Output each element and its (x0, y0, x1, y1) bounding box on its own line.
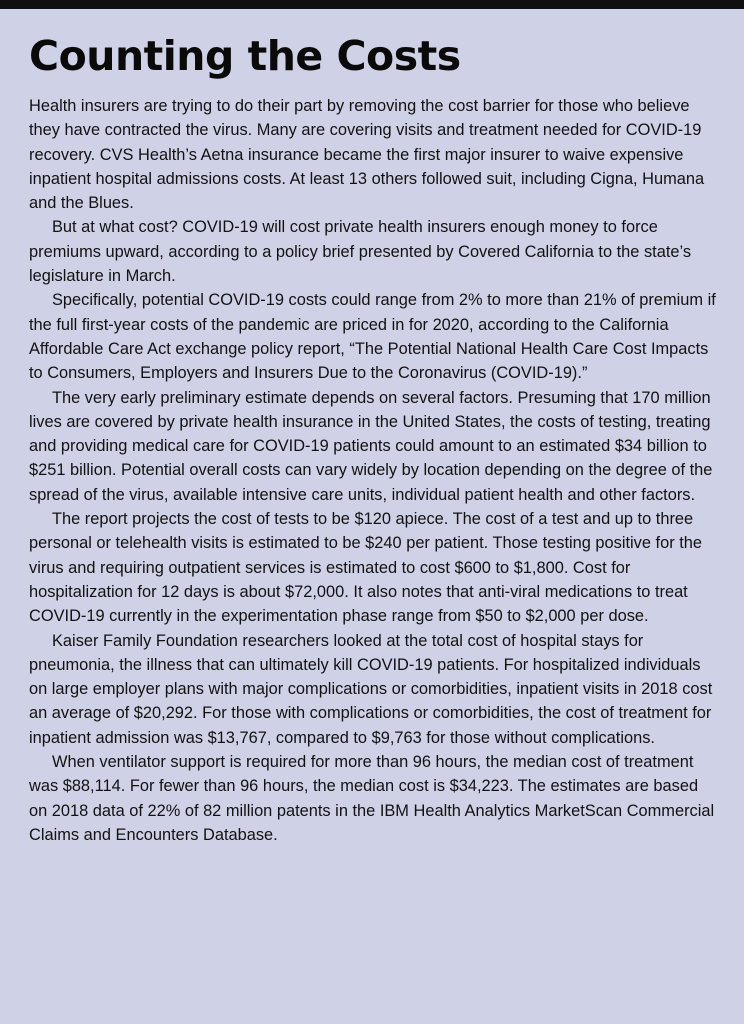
article-title: Counting the Costs (29, 32, 461, 80)
article-paragraph: But at what cost? COVID-19 will cost private health insurers enough money to force premiums upward, according to a policy brief presented by Covered California to the state’s legislature in March. (29, 218, 692, 286)
article-paragraph: The report projects the cost of tests to be $120 apiece. The cost of a test and up to three personal or telehealth visits is estimated to be $240 per patient. Those testing positive for the virus and requiring outpatient services is estimated to cost $600 to $1,800. Cost for hospitalization for 12 days is about $72,000. It also notes that anti-viral medications to treat COVID-19 currently in the experimentation phase range from $50 to $2,000 per dose. (29, 510, 703, 626)
article-paragraph: The very early preliminary estimate depends on several factors. Presuming that 170 million lives are covered by private health insurance in the United States, the costs of testing, treating and providing medical care for COVID-19 patients could amount to an estimated $34 billion to $251 billion. Potential overall costs can vary widely by location depending on the degree of the spread of the virus, available intensive care units, individual patient health and other factors. (29, 388, 713, 504)
article-paragraph: Health insurers are trying to do their part by removing the cost barrier for those who believe they have contracted the virus. Many are covering visits and treatment needed for COVID-19 recovery. CVS Health’s Aetna insurance became the first major insurer to waive expensive inpatient hospital admissions costs. At least 13 others followed suit, including Cigna, Humana and the Blues. (29, 97, 705, 213)
top-border-bar (0, 0, 744, 9)
article-paragraph: Specifically, potential COVID-19 costs could range from 2% to more than 21% of premium if the full first-year costs of the pandemic are priced in for 2020, according to the California Affordable Care Act exchange policy report, “The Potential National Health Care Cost Impacts to Consumers, Employers and Insurers Due to the Coronavirus (COVID-19).” (29, 291, 716, 383)
article-paragraph: When ventilator support is required for more than 96 hours, the median cost of treatment was $88,114. For fewer than 96 hours, the median cost is $34,223. The estimates are based on 2018 data of 22% of 82 million patents in the IBM Health Analytics MarketScan Commercial Claims and Encounters Database. (29, 753, 715, 844)
article-paragraph: Kaiser Family Foundation researchers looked at the total cost of hospital stays for pneumonia, the illness that can ultimately kill COVID-19 patients. For hospitalized individuals on large employer plans with major complications or comorbidities, inpatient visits in 2018 cost an average of $20,292. For those with complications or comorbidities, the cost of treatment for inpatient admission was $13,767, compared to $9,763 for those without complications. (29, 631, 713, 747)
article-body (29, 94, 717, 847)
